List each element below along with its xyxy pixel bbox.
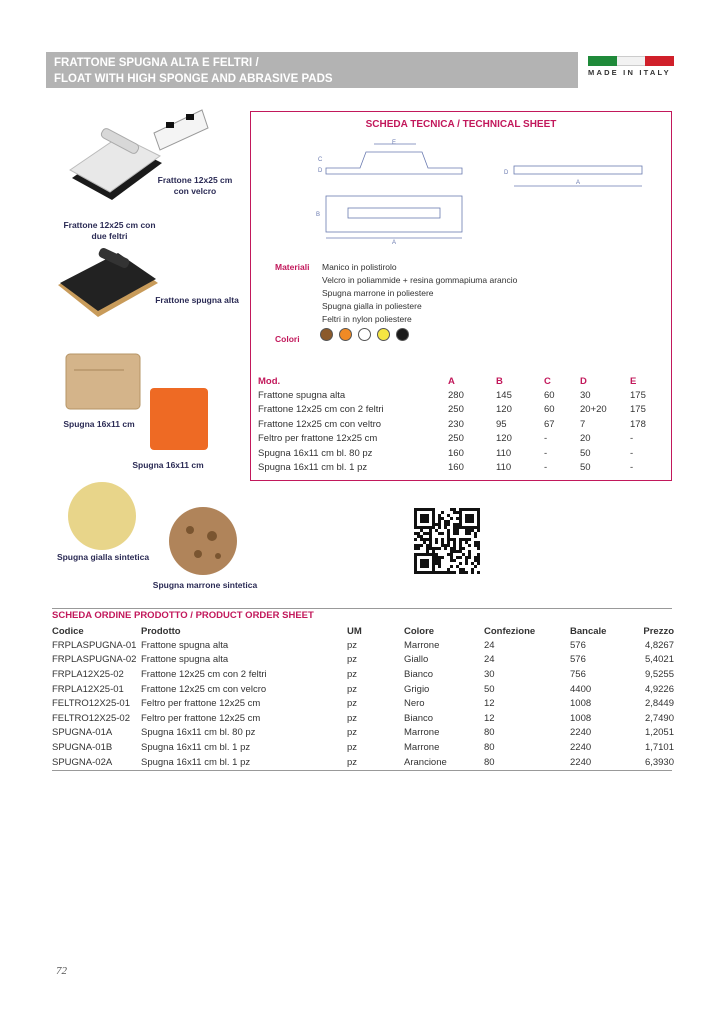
- italian-flag-icon: [588, 56, 674, 66]
- order-cell: 24: [484, 639, 495, 651]
- order-cell: Arancione: [404, 756, 447, 768]
- order-row: [52, 638, 674, 653]
- dimensions-row: [258, 446, 658, 461]
- dimensions-cell: -: [630, 447, 634, 459]
- dimensions-row: [258, 417, 658, 432]
- caption-float-velcro: Frattone 12x25 cm con velcro: [157, 175, 233, 196]
- dimensions-row: [258, 432, 658, 447]
- dimensions-cell: 120: [496, 433, 512, 445]
- dimensions-cell: -: [630, 462, 634, 474]
- order-cell: 4,9226: [644, 683, 674, 695]
- dimensions-cell: 50: [580, 462, 591, 474]
- order-cell: 2240: [570, 727, 592, 739]
- order-row: [52, 726, 674, 741]
- page-title-line2: FLOAT WITH HIGH SPONGE AND ABRASIVE PADS: [54, 73, 333, 85]
- material-item: Feltri in nylon poliestere: [322, 314, 412, 324]
- order-cell: SPUGNA-01A: [52, 727, 113, 739]
- order-cell: 6,3930: [644, 756, 674, 768]
- dimensions-cell: 250: [448, 433, 464, 445]
- order-cell: 576: [570, 639, 586, 651]
- dimensions-cell: 120: [496, 404, 512, 416]
- order-cell: FRPLA12X25-01: [52, 683, 124, 695]
- order-row: [52, 696, 674, 711]
- page-number: 72: [56, 965, 67, 977]
- dimensions-cell: 20: [580, 433, 591, 445]
- dimensions-cell: 178: [630, 418, 646, 430]
- order-cell: 80: [484, 756, 495, 768]
- order-cell: 756: [570, 668, 586, 680]
- dim-label-e: E: [392, 140, 397, 146]
- dimensions-cell: 230: [448, 418, 464, 430]
- caption-sponge-brown: Spugna marrone sintetica: [152, 580, 258, 590]
- order-cell: Nero: [404, 698, 425, 710]
- order-cell: 4,8267: [644, 639, 674, 651]
- dim-label-b: B: [316, 212, 321, 218]
- material-item: Velcro in poliammide + resina gommapiuma arancio: [322, 275, 518, 285]
- order-cell: Spugna 16x11 cm bl. 1 pz: [141, 741, 251, 753]
- dimensions-header: Mod.: [258, 375, 281, 387]
- dimensions-cell: Frattone spugna alta: [258, 389, 346, 401]
- order-row: [52, 740, 674, 755]
- dimensions-cell: -: [630, 433, 634, 445]
- dimensions-cell: 95: [496, 418, 507, 430]
- dimensions-cell: 20+20: [580, 404, 607, 416]
- order-cell: Feltro per frattone 12x25 cm: [141, 698, 261, 710]
- order-cell: 1008: [570, 712, 592, 724]
- order-cell: 2,7490: [644, 712, 674, 724]
- order-cell: 12: [484, 712, 495, 724]
- order-cell: pz: [347, 639, 358, 651]
- technical-drawing: [312, 138, 652, 248]
- order-cell: 30: [484, 668, 495, 680]
- order-cell: FRPLASPUGNA-02: [52, 654, 137, 666]
- order-cell: Frattone 12x25 cm con velcro: [141, 683, 267, 695]
- order-cell: 50: [484, 683, 495, 695]
- dim-label-d-side: D: [504, 170, 509, 176]
- order-cell: FRPLA12X25-02: [52, 668, 124, 680]
- caption-sponge-yellow: Spugna gialla sintetica: [56, 552, 150, 562]
- order-cell: 576: [570, 654, 586, 666]
- caption-sponge-a: Spugna 16x11 cm: [63, 419, 135, 429]
- dimensions-cell: Spugna 16x11 cm bl. 80 pz: [258, 447, 373, 459]
- order-sheet-title: SCHEDA ORDINE PRODOTTO / PRODUCT ORDER SHEET: [52, 610, 314, 621]
- sponge-pack-image: [64, 350, 144, 412]
- dimensions-cell: 110: [496, 462, 512, 474]
- dimensions-cell: -: [544, 447, 548, 459]
- order-cell: Marrone: [404, 741, 440, 753]
- order-cell: pz: [347, 741, 358, 753]
- order-cell: pz: [347, 668, 358, 680]
- color-swatch: [377, 328, 390, 341]
- order-cell: 80: [484, 741, 495, 753]
- material-item: Spugna gialla in poliestere: [322, 301, 422, 311]
- order-cell: 24: [484, 654, 495, 666]
- order-cell: Marrone: [404, 727, 440, 739]
- order-cell: pz: [347, 756, 358, 768]
- order-header: Confezione: [484, 625, 536, 637]
- order-table: [52, 624, 674, 769]
- order-cell: 9,5255: [644, 668, 674, 680]
- dim-label-d: D: [318, 168, 323, 174]
- order-cell: Spugna 16x11 cm bl. 80 pz: [141, 727, 256, 739]
- dimensions-cell: 67: [544, 418, 555, 430]
- dim-label-a-side: A: [576, 180, 581, 186]
- caption-float-high-sponge: Frattone spugna alta: [155, 295, 239, 305]
- order-cell: 2,8449: [644, 698, 674, 710]
- dimensions-header: B: [496, 375, 503, 387]
- order-row: [52, 711, 674, 726]
- made-in-italy: MADE IN ITALY: [588, 68, 671, 77]
- order-cell: pz: [347, 654, 358, 666]
- technical-sheet-title: SCHEDA TECNICA / TECHNICAL SHEET: [365, 119, 557, 130]
- order-cell: pz: [347, 727, 358, 739]
- order-cell: Frattone spugna alta: [141, 639, 229, 651]
- order-cell: Giallo: [404, 654, 429, 666]
- order-row: [52, 755, 674, 770]
- dimensions-header: C: [544, 375, 551, 387]
- material-item: Manico in polistirolo: [322, 262, 397, 272]
- order-bottom-rule: [52, 770, 672, 771]
- order-row: [52, 667, 674, 682]
- color-swatch: [358, 328, 371, 341]
- dimensions-header: E: [630, 375, 637, 387]
- page-title-line1: FRATTONE SPUGNA ALTA E FELTRI /: [54, 57, 259, 69]
- order-header: Colore: [404, 625, 435, 637]
- color-swatch: [339, 328, 352, 341]
- dimensions-cell: 160: [448, 447, 464, 459]
- qr-code-icon: [414, 508, 480, 574]
- order-cell: 1,2051: [644, 727, 674, 739]
- order-top-rule: [52, 608, 672, 609]
- order-cell: pz: [347, 698, 358, 710]
- dimensions-cell: -: [544, 462, 548, 474]
- dimensions-cell: Feltro per frattone 12x25 cm: [258, 433, 378, 445]
- order-cell: 2240: [570, 741, 592, 753]
- order-cell: SPUGNA-01B: [52, 741, 113, 753]
- dimensions-cell: 250: [448, 404, 464, 416]
- caption-float-two-felts: Frattone 12x25 cm con due feltri: [63, 220, 156, 241]
- order-cell: FELTRO12X25-02: [52, 712, 130, 724]
- order-cell: SPUGNA-02A: [52, 756, 113, 768]
- material-item: Spugna marrone in poliestere: [322, 288, 434, 298]
- order-cell: 5,4021: [644, 654, 674, 666]
- caption-sponge-b: Spugna 16x11 cm: [132, 460, 204, 470]
- order-cell: Grigio: [404, 683, 430, 695]
- yellow-sponge-image: [66, 480, 138, 552]
- dimensions-cell: Spugna 16x11 cm bl. 1 pz: [258, 462, 368, 474]
- dimensions-header: A: [448, 375, 455, 387]
- order-header: UM: [347, 625, 362, 637]
- dimensions-cell: 110: [496, 447, 512, 459]
- order-row: [52, 653, 674, 668]
- dimensions-cell: 30: [580, 389, 591, 401]
- order-header: Prezzo: [643, 625, 674, 637]
- order-cell: Bianco: [404, 712, 434, 724]
- color-swatch: [396, 328, 409, 341]
- dimensions-row: [258, 388, 658, 403]
- order-cell: Spugna 16x11 cm bl. 1 pz: [141, 756, 251, 768]
- float-high-sponge-image: [58, 245, 158, 320]
- order-cell: Frattone 12x25 cm con 2 feltri: [141, 668, 267, 680]
- order-cell: FELTRO12X25-01: [52, 698, 130, 710]
- brown-sponge-image: [168, 506, 238, 576]
- dimensions-table: [258, 374, 658, 475]
- dimensions-cell: 160: [448, 462, 464, 474]
- order-cell: 1,7101: [644, 741, 674, 753]
- order-header: Codice: [52, 625, 84, 637]
- order-cell: 2240: [570, 756, 592, 768]
- header-bar: [46, 52, 578, 88]
- order-header: Bancale: [570, 625, 607, 637]
- orange-sponge-image: [148, 386, 210, 452]
- order-header: Prodotto: [141, 625, 181, 637]
- order-cell: pz: [347, 712, 358, 724]
- dimensions-header: D: [580, 375, 587, 387]
- order-cell: 4400: [570, 683, 592, 695]
- color-swatch: [320, 328, 333, 341]
- order-cell: 80: [484, 727, 495, 739]
- dimensions-cell: Frattone 12x25 cm con veltro: [258, 418, 382, 430]
- dim-label-c: C: [318, 157, 323, 163]
- dimensions-cell: 175: [630, 404, 646, 416]
- dimensions-cell: 280: [448, 389, 464, 401]
- order-cell: Feltro per frattone 12x25 cm: [141, 712, 261, 724]
- dimensions-row: [258, 403, 658, 418]
- dimensions-cell: 60: [544, 389, 555, 401]
- colors-label: Colori: [275, 334, 300, 344]
- dimensions-cell: 7: [580, 418, 586, 430]
- order-cell: pz: [347, 683, 358, 695]
- order-cell: 12: [484, 698, 495, 710]
- order-cell: Marrone: [404, 639, 440, 651]
- order-row: [52, 682, 674, 697]
- order-cell: 1008: [570, 698, 592, 710]
- materials-label: Materiali: [275, 262, 310, 272]
- order-cell: FRPLASPUGNA-01: [52, 639, 137, 651]
- dimensions-cell: 145: [496, 389, 512, 401]
- dimensions-cell: 50: [580, 447, 591, 459]
- order-cell: Frattone spugna alta: [141, 654, 229, 666]
- dimensions-row: [258, 461, 658, 476]
- order-cell: Bianco: [404, 668, 434, 680]
- dim-label-a: A: [392, 240, 397, 246]
- dimensions-cell: 175: [630, 389, 646, 401]
- dimensions-cell: Frattone 12x25 cm con 2 feltri: [258, 404, 384, 416]
- dimensions-cell: -: [544, 433, 548, 445]
- dimensions-cell: 60: [544, 404, 555, 416]
